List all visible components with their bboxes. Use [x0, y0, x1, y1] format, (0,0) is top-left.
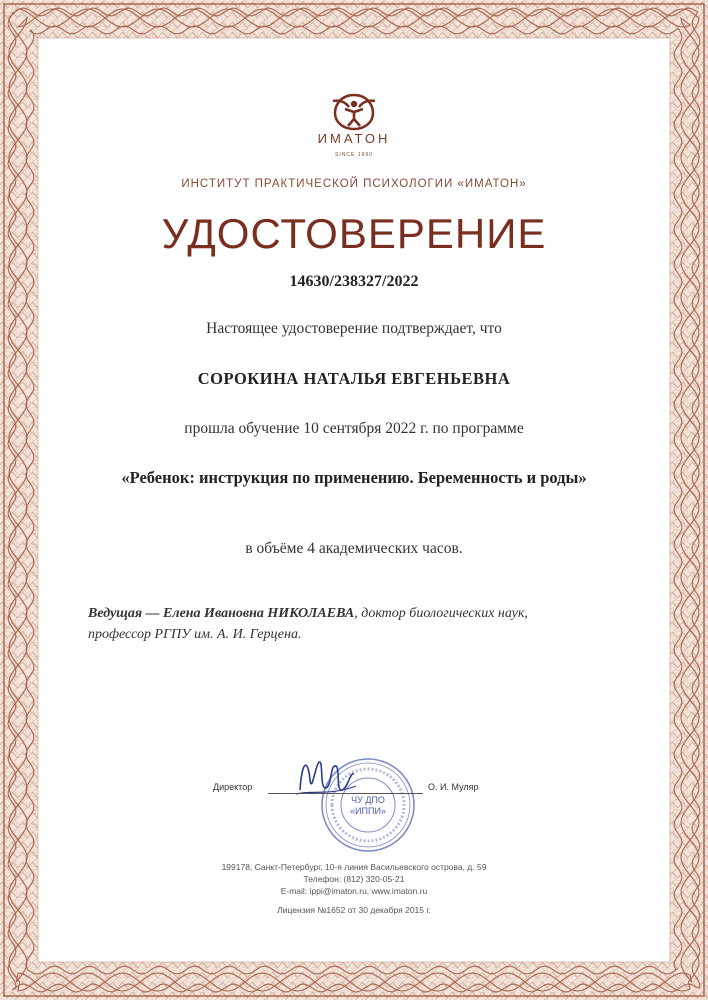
- director-signature: [290, 750, 360, 810]
- lecturer-info: [88, 603, 628, 645]
- institute-name: ИНСТИТУТ ПРАКТИЧЕСКОЙ ПСИХОЛОГИИ «ИМАТОН»: [181, 178, 527, 190]
- footer-phone: Телефон: (812) 320-05-21: [303, 874, 405, 884]
- confirms-text: Настоящее удостоверение подтверждает, что: [206, 320, 502, 337]
- logo-wordmark: ИМАТОН: [317, 131, 391, 146]
- lecturer-prefix: Ведущая — Елена Ивановна: [88, 606, 268, 621]
- logo-since: SINCE 1990: [335, 152, 373, 158]
- footer-license: Лицензия №1652 от 30 декабря 2015 г.: [277, 905, 431, 915]
- director-label: Директор: [213, 782, 253, 792]
- director-name: О. И. Муляр: [428, 782, 479, 792]
- signature-line: [268, 793, 423, 794]
- stamp-line1: ЧУ ДПО: [351, 795, 385, 805]
- footer-email: E-mail: ippi@imaton.ru, www.imaton.ru: [280, 886, 428, 896]
- lecturer-degree: , доктор биологических наук,: [354, 606, 528, 621]
- lecturer-surname: НИКОЛАЕВА: [267, 606, 355, 621]
- program-title: «Ребенок: инструкция по применению. Беременность и роды»: [121, 468, 587, 487]
- certificate-number: 14630/238327/2022: [289, 273, 419, 290]
- imaton-logo-icon: [331, 93, 377, 131]
- document-title: УДОСТОВЕРЕНИЕ: [161, 210, 547, 257]
- footer-address: 199178, Санкт-Петербург, 10-я линия Васильевского острова, д. 59: [221, 862, 487, 872]
- lecturer-position: профессор РГПУ им. А. И. Герцена.: [88, 627, 302, 642]
- hours-text: в объёме 4 академических часов.: [245, 540, 463, 557]
- stamp-line2: «ИППИ»: [350, 806, 386, 816]
- training-text: прошла обучение 10 сентября 2022 г. по программе: [184, 420, 524, 437]
- person-name: СОРОКИНА НАТАЛЬЯ ЕВГЕНЬЕВНА: [197, 369, 511, 388]
